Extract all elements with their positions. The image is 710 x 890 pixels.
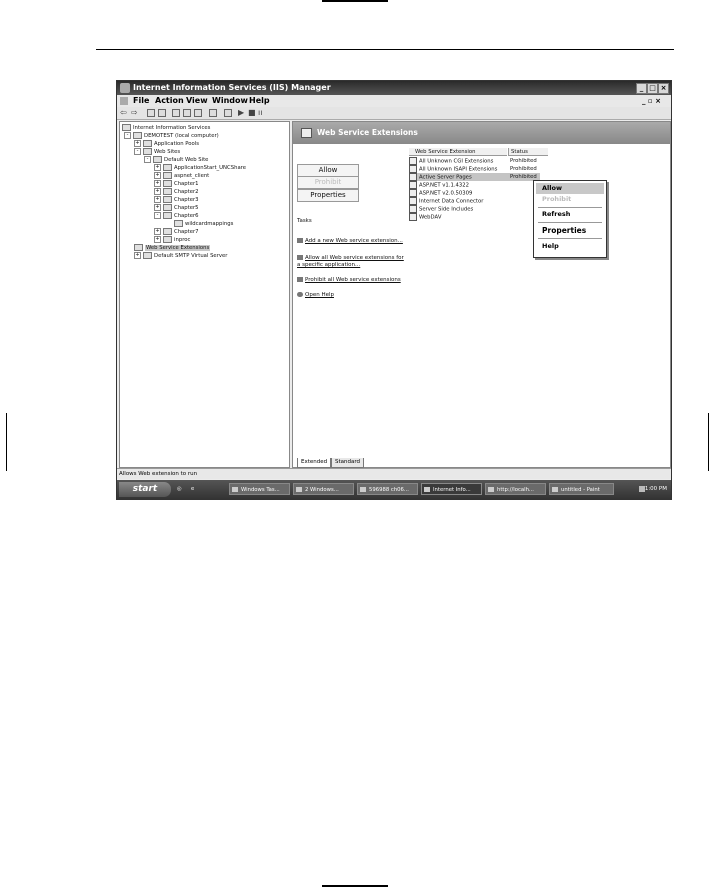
list-row[interactable]: All Unknown ISAPI Extensions Prohibited bbox=[409, 165, 497, 173]
folder-icon bbox=[143, 140, 152, 147]
expand-icon[interactable]: + bbox=[155, 228, 160, 234]
browser-icon bbox=[488, 487, 494, 492]
ctx-allow[interactable]: Allow bbox=[536, 183, 604, 194]
extension-icon bbox=[409, 173, 417, 181]
iis-icon bbox=[122, 124, 131, 131]
expand-icon[interactable]: + bbox=[135, 140, 140, 146]
menu-separator bbox=[538, 238, 602, 239]
list-row[interactable]: ASP.NET v1.1.4322 bbox=[409, 181, 469, 189]
tree-pane bbox=[119, 121, 290, 468]
tree-node-child[interactable]: + Chapter5 bbox=[155, 204, 199, 211]
allow-button[interactable]: Allow bbox=[297, 164, 359, 177]
collapse-icon[interactable]: - bbox=[154, 212, 161, 219]
taskbar-item[interactable]: http://localh... bbox=[485, 483, 546, 495]
globe-icon bbox=[153, 156, 162, 163]
play-icon[interactable]: ▶ bbox=[238, 108, 245, 117]
title-bar[interactable] bbox=[117, 81, 671, 95]
stop-icon[interactable]: ■ bbox=[248, 108, 256, 117]
folder-icon bbox=[163, 212, 172, 219]
collapse-icon[interactable]: - bbox=[134, 148, 141, 155]
taskbar-item-active[interactable]: Internet Info... bbox=[421, 483, 482, 495]
folder-icon bbox=[163, 196, 172, 203]
extension-icon bbox=[409, 197, 417, 205]
list-row[interactable]: All Unknown CGI Extensions Prohibited bbox=[409, 157, 493, 165]
tree-node-child[interactable]: + ApplicationStart_UNCShare bbox=[155, 164, 247, 171]
ctx-refresh[interactable]: Refresh bbox=[542, 210, 571, 218]
right-margin-mark bbox=[708, 413, 709, 471]
computer-icon[interactable] bbox=[224, 109, 232, 117]
menu-help[interactable]: Help bbox=[249, 96, 270, 105]
list-row[interactable]: Server Side Includes bbox=[409, 205, 473, 213]
close-button[interactable]: × bbox=[658, 83, 669, 94]
expand-icon[interactable]: + bbox=[155, 204, 160, 210]
taskbar-item[interactable]: 2 Windows... bbox=[293, 483, 354, 495]
expand-icon[interactable]: + bbox=[135, 252, 140, 258]
paint-icon bbox=[552, 487, 558, 492]
taskbar-item[interactable]: Windows Tas... bbox=[229, 483, 290, 495]
taskbar-item[interactable]: 596988 ch06... bbox=[357, 483, 418, 495]
filter-icon bbox=[409, 157, 417, 165]
task-allow-all[interactable]: Allow all Web service extensions for a specific application... bbox=[297, 255, 404, 268]
prohibit-button[interactable]: Prohibit bbox=[297, 176, 359, 189]
details-pane bbox=[292, 121, 671, 468]
collapse-icon[interactable]: - bbox=[144, 156, 151, 163]
tree-node-child[interactable]: + aspnet_client bbox=[155, 172, 210, 179]
export-icon[interactable] bbox=[194, 109, 202, 117]
expand-icon[interactable]: + bbox=[155, 188, 160, 194]
start-button[interactable]: start bbox=[119, 482, 171, 497]
iis-manager-window bbox=[116, 80, 672, 500]
expand-icon[interactable]: + bbox=[155, 172, 160, 178]
ctx-properties[interactable]: Properties bbox=[542, 226, 587, 235]
expand-icon[interactable]: + bbox=[155, 236, 160, 242]
folder-icon bbox=[301, 128, 312, 138]
computer-icon bbox=[133, 132, 142, 139]
clock: 1:00 PM bbox=[644, 486, 667, 492]
app-icon bbox=[163, 164, 172, 171]
tab-standard[interactable]: Standard bbox=[331, 458, 364, 468]
tree-node-child[interactable]: + inproc bbox=[155, 236, 191, 243]
properties-button[interactable]: Properties bbox=[297, 189, 359, 202]
menu-view[interactable]: View bbox=[186, 96, 208, 105]
folder-icon bbox=[163, 228, 172, 235]
menu-separator bbox=[538, 222, 602, 223]
expand-icon[interactable]: + bbox=[155, 164, 160, 170]
ctx-help[interactable]: Help bbox=[542, 242, 559, 250]
app-icon bbox=[163, 236, 172, 243]
top-crop-mark bbox=[322, 0, 388, 2]
status-text: Allows Web extension to run bbox=[119, 471, 198, 477]
task-prohibit-all[interactable]: Prohibit all Web service extensions bbox=[297, 277, 407, 284]
bottom-crop-mark bbox=[322, 885, 388, 887]
window-title: Internet Information Services (IIS) Manager bbox=[133, 83, 331, 92]
header-rule bbox=[96, 49, 674, 50]
window-icon bbox=[232, 487, 238, 492]
tree-node-child[interactable]: - Chapter6 bbox=[154, 212, 199, 220]
status-bar bbox=[117, 468, 671, 479]
tree-node-child[interactable]: + Chapter1 bbox=[155, 180, 199, 187]
show-tree-icon[interactable] bbox=[158, 109, 166, 117]
folder-icon bbox=[163, 180, 172, 187]
extension-icon bbox=[409, 181, 417, 189]
refresh-icon[interactable] bbox=[183, 109, 191, 117]
view-tabs bbox=[293, 458, 670, 468]
taskbar-item[interactable]: untitled - Paint bbox=[549, 483, 614, 495]
task-icon bbox=[297, 277, 303, 282]
tree-node-app-pools[interactable]: + Application Pools bbox=[135, 140, 199, 147]
tree-node-child[interactable]: + Chapter7 bbox=[155, 228, 199, 235]
document-icon bbox=[360, 487, 366, 492]
expand-icon[interactable]: + bbox=[155, 196, 160, 202]
folder-icon bbox=[163, 204, 172, 211]
menu-window[interactable]: Window bbox=[212, 96, 248, 105]
app-icon bbox=[120, 83, 130, 93]
tab-extended[interactable]: Extended bbox=[297, 458, 331, 468]
context-menu bbox=[533, 180, 607, 258]
menu-separator bbox=[538, 207, 602, 208]
tree-node-web-sites[interactable]: - Web Sites bbox=[134, 148, 180, 156]
task-open-help[interactable]: Open Help bbox=[297, 292, 407, 299]
minimize-button[interactable]: _ bbox=[636, 83, 647, 94]
collapse-icon[interactable]: - bbox=[124, 132, 131, 139]
app-icon bbox=[174, 220, 183, 227]
child-window-controls[interactable]: _ ▫ × bbox=[642, 97, 661, 105]
panel-header bbox=[293, 122, 670, 144]
back-arrow-icon[interactable]: ⇦ bbox=[120, 108, 127, 117]
tree-node-child[interactable]: + Chapter2 bbox=[155, 188, 199, 195]
extension-icon bbox=[409, 189, 417, 197]
pause-icon[interactable]: ıı bbox=[258, 108, 263, 117]
folder-icon bbox=[296, 487, 302, 492]
left-margin-mark bbox=[6, 413, 7, 471]
panel-title: Web Service Extensions bbox=[317, 128, 418, 137]
folder-icon bbox=[134, 244, 143, 251]
tasks-label: Tasks bbox=[297, 218, 312, 224]
browser-quick-launch-icon[interactable]: e bbox=[191, 486, 195, 492]
tree-node-default-site[interactable]: - Default Web Site bbox=[144, 156, 208, 164]
smtp-icon bbox=[143, 252, 152, 259]
folder-icon bbox=[143, 148, 152, 155]
task-add-extension[interactable]: Add a new Web service extension... bbox=[297, 238, 407, 245]
column-header-status[interactable]: Status bbox=[508, 148, 548, 156]
maximize-button[interactable]: □ bbox=[647, 83, 658, 94]
list-row[interactable]: ASP.NET v2.0.50309 bbox=[409, 189, 472, 197]
ctx-prohibit[interactable]: Prohibit bbox=[542, 195, 572, 203]
toolbar bbox=[117, 107, 671, 120]
tree-node-web-service-ext[interactable]: Web Service Extensions bbox=[134, 244, 210, 252]
menu-action[interactable]: Action bbox=[155, 96, 184, 105]
tree-node-smtp[interactable]: + Default SMTP Virtual Server bbox=[135, 252, 228, 259]
extension-icon bbox=[409, 205, 417, 213]
help-icon[interactable] bbox=[209, 109, 217, 117]
list-row[interactable]: WebDAV bbox=[409, 213, 441, 221]
forward-arrow-icon[interactable]: ⇨ bbox=[131, 108, 138, 117]
tree-node-computer[interactable]: - DEMOTEST (local computer) bbox=[124, 132, 219, 140]
help-icon bbox=[297, 292, 303, 297]
tree-node-root[interactable]: Internet Information Services bbox=[122, 124, 210, 132]
taskbar bbox=[117, 480, 671, 499]
folder-icon bbox=[163, 172, 172, 179]
menu-bar bbox=[117, 95, 671, 107]
extension-icon bbox=[409, 213, 417, 221]
tree-node-wildcard[interactable]: wildcardmappings bbox=[174, 220, 233, 228]
list-row[interactable]: Internet Data Connector bbox=[409, 197, 483, 205]
up-folder-icon[interactable] bbox=[147, 109, 155, 117]
task-icon bbox=[297, 255, 303, 260]
expand-icon[interactable]: + bbox=[155, 180, 160, 186]
tree-node-child[interactable]: + Chapter3 bbox=[155, 196, 199, 203]
task-icon bbox=[297, 238, 303, 243]
iis-icon bbox=[424, 487, 430, 492]
document-icon bbox=[120, 97, 128, 105]
menu-file[interactable]: File bbox=[133, 96, 150, 105]
quick-launch-icon[interactable]: ◎ bbox=[177, 486, 182, 492]
folder-icon bbox=[163, 188, 172, 195]
filter-icon bbox=[409, 165, 417, 173]
copy-icon[interactable] bbox=[172, 109, 180, 117]
column-header-extension[interactable]: Web Service Extension bbox=[409, 148, 507, 156]
list-row-selected[interactable]: Active Server Pages Prohibited bbox=[409, 173, 540, 181]
